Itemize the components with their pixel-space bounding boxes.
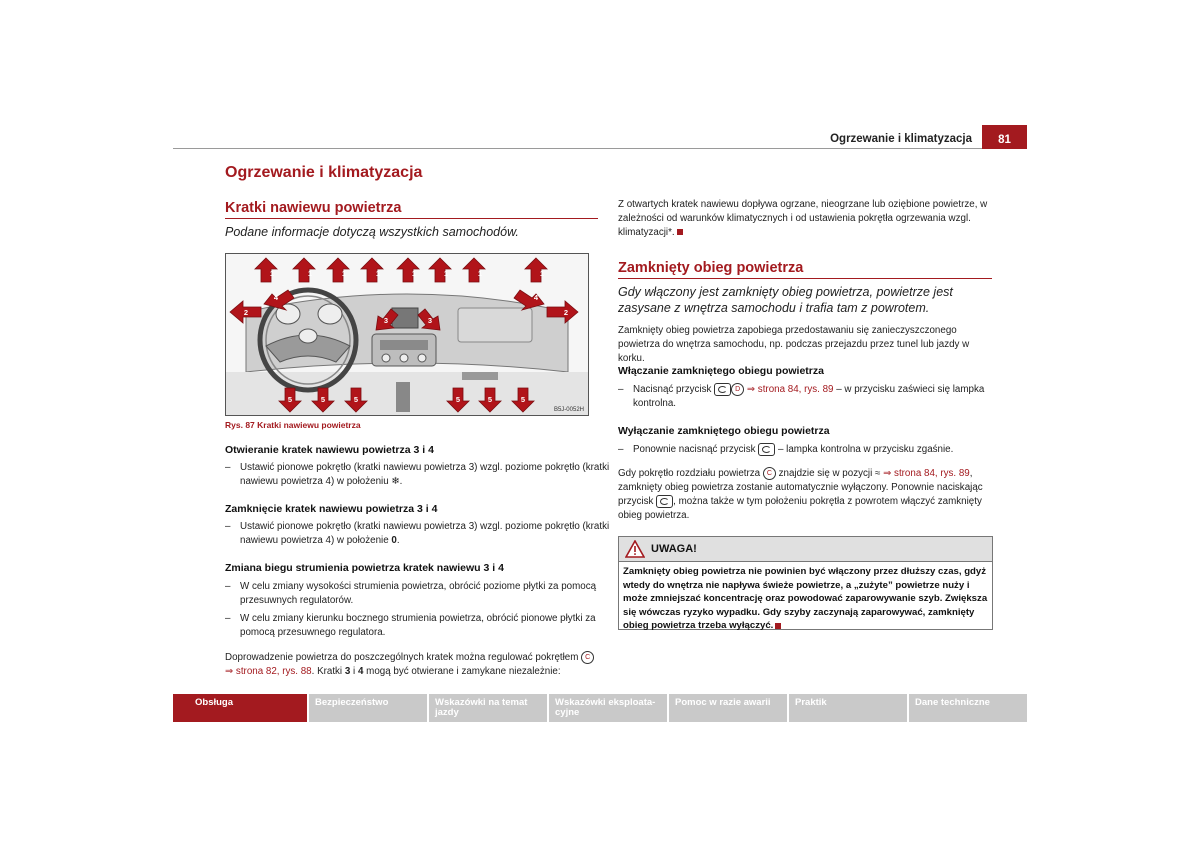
arrow-label: 3 xyxy=(427,316,433,325)
arrow-label: 5 xyxy=(320,395,326,404)
arrow-label: 4 xyxy=(273,293,279,302)
regulation-paragraph: Doprowadzenie powietrza do poszczególnych kratek można regulować pokrętłem C ⇒ strona 82, rys. 88. Kratki 3 i 4 mogą być otwierane i zamykane niezależnie: xyxy=(225,651,599,679)
arrow-label: 1 xyxy=(539,269,545,278)
recirculation-button-icon xyxy=(758,443,775,456)
section-intro: Gdy włączony jest zamknięty obieg powietrza, powietrze jest zasysane z wnętrza samochodu i trafia tam z powrotem. xyxy=(618,285,953,315)
recirculation-button-icon xyxy=(714,383,731,396)
knob-c-icon: C xyxy=(763,467,776,480)
arrow-label: 5 xyxy=(455,395,461,404)
warning-box xyxy=(618,536,993,630)
arrow-label: 2 xyxy=(243,308,249,317)
heading-close-vents: Zamknięcie kratek nawiewu powietrza 3 i 4 xyxy=(225,503,438,515)
warning-triangle-icon xyxy=(625,540,645,558)
nav-tab-wskazowki-jazdy[interactable]: Wskazówki na temat jazdy xyxy=(429,694,547,722)
running-header-title: Ogrzewanie i klimatyzacja xyxy=(830,133,972,145)
warning-title: UWAGA! xyxy=(651,543,697,555)
recirculation-paragraph: Zamknięty obieg powietrza zapobiega przedostawaniu się zanieczyszczonego powietrza do wnętrza samochodu, np. podczas przejazdu przez tunel lub jazdy w korku. xyxy=(618,325,970,364)
nav-tab-dane-techniczne[interactable]: Dane techniczne xyxy=(909,694,1027,722)
arrow-label: 1 xyxy=(477,269,483,278)
list-item: – Ustawić pionowe pokrętło (kratki nawiewu powietrza 3) wzgl. poziome pokrętło (kratki nawiewu powietrza 4) w położeniu ❄︎. xyxy=(225,462,610,487)
end-marker-icon xyxy=(677,229,683,235)
page-number: 81 xyxy=(982,125,1027,149)
warning-text: Zamknięty obieg powietrza nie powinien być włączony przez dłuższy czas, gdyż wtedy do wnętrza nie napływa świeże powietrze, a „zużyte” powietrze nuży i może zmniejszać koncentrację oraz powodować zaparowywanie szyb. Zwiększa się wówczas ryzyko wypadku. Gdy szyby zaczynają zaparowywać, zamknięty obieg powietrza trzeba wyłączyć. xyxy=(623,566,988,632)
figure-code: B5J-0052H xyxy=(553,407,584,413)
header-rule xyxy=(173,148,1027,149)
heading-change-airflow: Zmiana biegu strumienia powietrza kratek nawiewu 3 i 4 xyxy=(225,562,504,574)
end-marker-icon xyxy=(775,623,781,629)
heading-recirculation-on: Włączanie zamkniętego obiegu powietrza xyxy=(618,365,824,377)
heading-open-vents: Otwieranie kratek nawiewu powietrza 3 i 4 xyxy=(225,444,434,456)
dashboard-illustration xyxy=(226,254,588,415)
vent-open-icon: ❄︎ xyxy=(391,476,400,487)
list-item: – Nacisnąć przycisk D ⇒ strona 84, rys. 89 – w przycisku zaświeci się lampka kontrolna. xyxy=(618,384,985,410)
arrow-label: 2 xyxy=(563,308,569,317)
dashboard-vents-figure xyxy=(225,253,589,416)
list-item: – Ponownie nacisnąć przycisk – lampka kontrolna w przycisku zgaśnie. xyxy=(618,444,954,456)
arrow-label: 5 xyxy=(353,395,359,404)
arrow-label: 5 xyxy=(487,395,493,404)
chapter-nav xyxy=(173,694,1027,722)
section-title-air-vents: Kratki nawiewu powietrza xyxy=(225,200,402,216)
arrow-label: 1 xyxy=(269,269,275,278)
arrow-label: 1 xyxy=(341,269,347,278)
arrow-label: 1 xyxy=(307,269,313,278)
arrow-label: 1 xyxy=(375,269,381,278)
air-supply-paragraph: Z otwartych kratek nawiewu dopływa ogrzane, nieogrzane lub oziębione powietrze, w zależności od warunków klimatycznych i od ustawienia pokrętła ogrzewania wzgl. klimatyzacji*. xyxy=(618,199,988,238)
arrow-label: 3 xyxy=(383,316,389,325)
nav-tab-praktik[interactable]: Praktik xyxy=(789,694,907,722)
warning-header xyxy=(619,537,992,562)
list-item: – Ustawić pionowe pokrętło (kratki nawiewu powietrza 3) wzgl. poziome pokrętło (kratki nawiewu powietrza 4) w położenie 0. xyxy=(225,521,610,546)
page-reference-link[interactable]: ⇒ strona 84, rys. 89 xyxy=(883,468,970,480)
button-d-icon: D xyxy=(731,383,744,396)
arrow-label: 1 xyxy=(443,269,449,278)
heading-recirculation-off: Wyłączanie zamkniętego obiegu powietrza xyxy=(618,425,830,437)
section-intro: Podane informacje dotyczą wszystkich samochodów. xyxy=(225,225,519,239)
arrow-label: 5 xyxy=(520,395,526,404)
section-rule xyxy=(225,218,598,219)
gear-lever xyxy=(396,382,410,412)
list-item: – W celu zmiany kierunku bocznego strumienia powietrza, obrócić pionowe płytki za pomocą przesuwnego regulatora. xyxy=(225,613,596,638)
knob-c-icon: C xyxy=(581,651,594,664)
auto-off-paragraph: Gdy pokrętło rozdziału powietrza C znajdzie się w pozycji ≈ ⇒ strona 84, rys. 89, zamknięty obieg powietrza zostanie automatycznie wyłączony. Ponownie naciskając przycisk , można także w tym położeniu pokrętła z powrotem włączyć zamknięty obieg powietrza. xyxy=(618,468,983,522)
arrow-label: 1 xyxy=(411,269,417,278)
recirculation-button-icon xyxy=(656,495,673,508)
nav-tab-pomoc[interactable]: Pomoc w razie awarii xyxy=(669,694,787,722)
page-reference-link[interactable]: ⇒ strona 82, rys. 88 xyxy=(225,666,312,678)
page-reference-link[interactable]: ⇒ strona 84, rys. 89 xyxy=(746,384,834,396)
glovebox xyxy=(458,308,532,342)
nav-tab-wskazowki-eksploatacyjne[interactable]: Wskazówki eksploata- cyjne xyxy=(549,694,667,722)
figure-caption: Rys. 87 Kratki nawiewu powietrza xyxy=(225,420,361,430)
nav-tab-obsluga[interactable]: Obsługa xyxy=(173,694,307,722)
arrow-label: 4 xyxy=(533,293,539,302)
chapter-title: Ogrzewanie i klimatyzacja xyxy=(225,164,423,181)
arrow-label: 5 xyxy=(287,395,293,404)
list-item: – W celu zmiany wysokości strumienia powietrza, obrócić poziome płytki za pomocą przesuwnych regulatorów. xyxy=(225,581,597,606)
section-rule xyxy=(618,278,992,279)
windshield-defrost-icon: ≈ xyxy=(874,468,881,480)
steering-logo xyxy=(299,329,317,343)
section-title-recirculation: Zamknięty obieg powietrza xyxy=(618,260,804,276)
nav-tab-bezpieczenstwo[interactable]: Bezpieczeństwo xyxy=(309,694,427,722)
